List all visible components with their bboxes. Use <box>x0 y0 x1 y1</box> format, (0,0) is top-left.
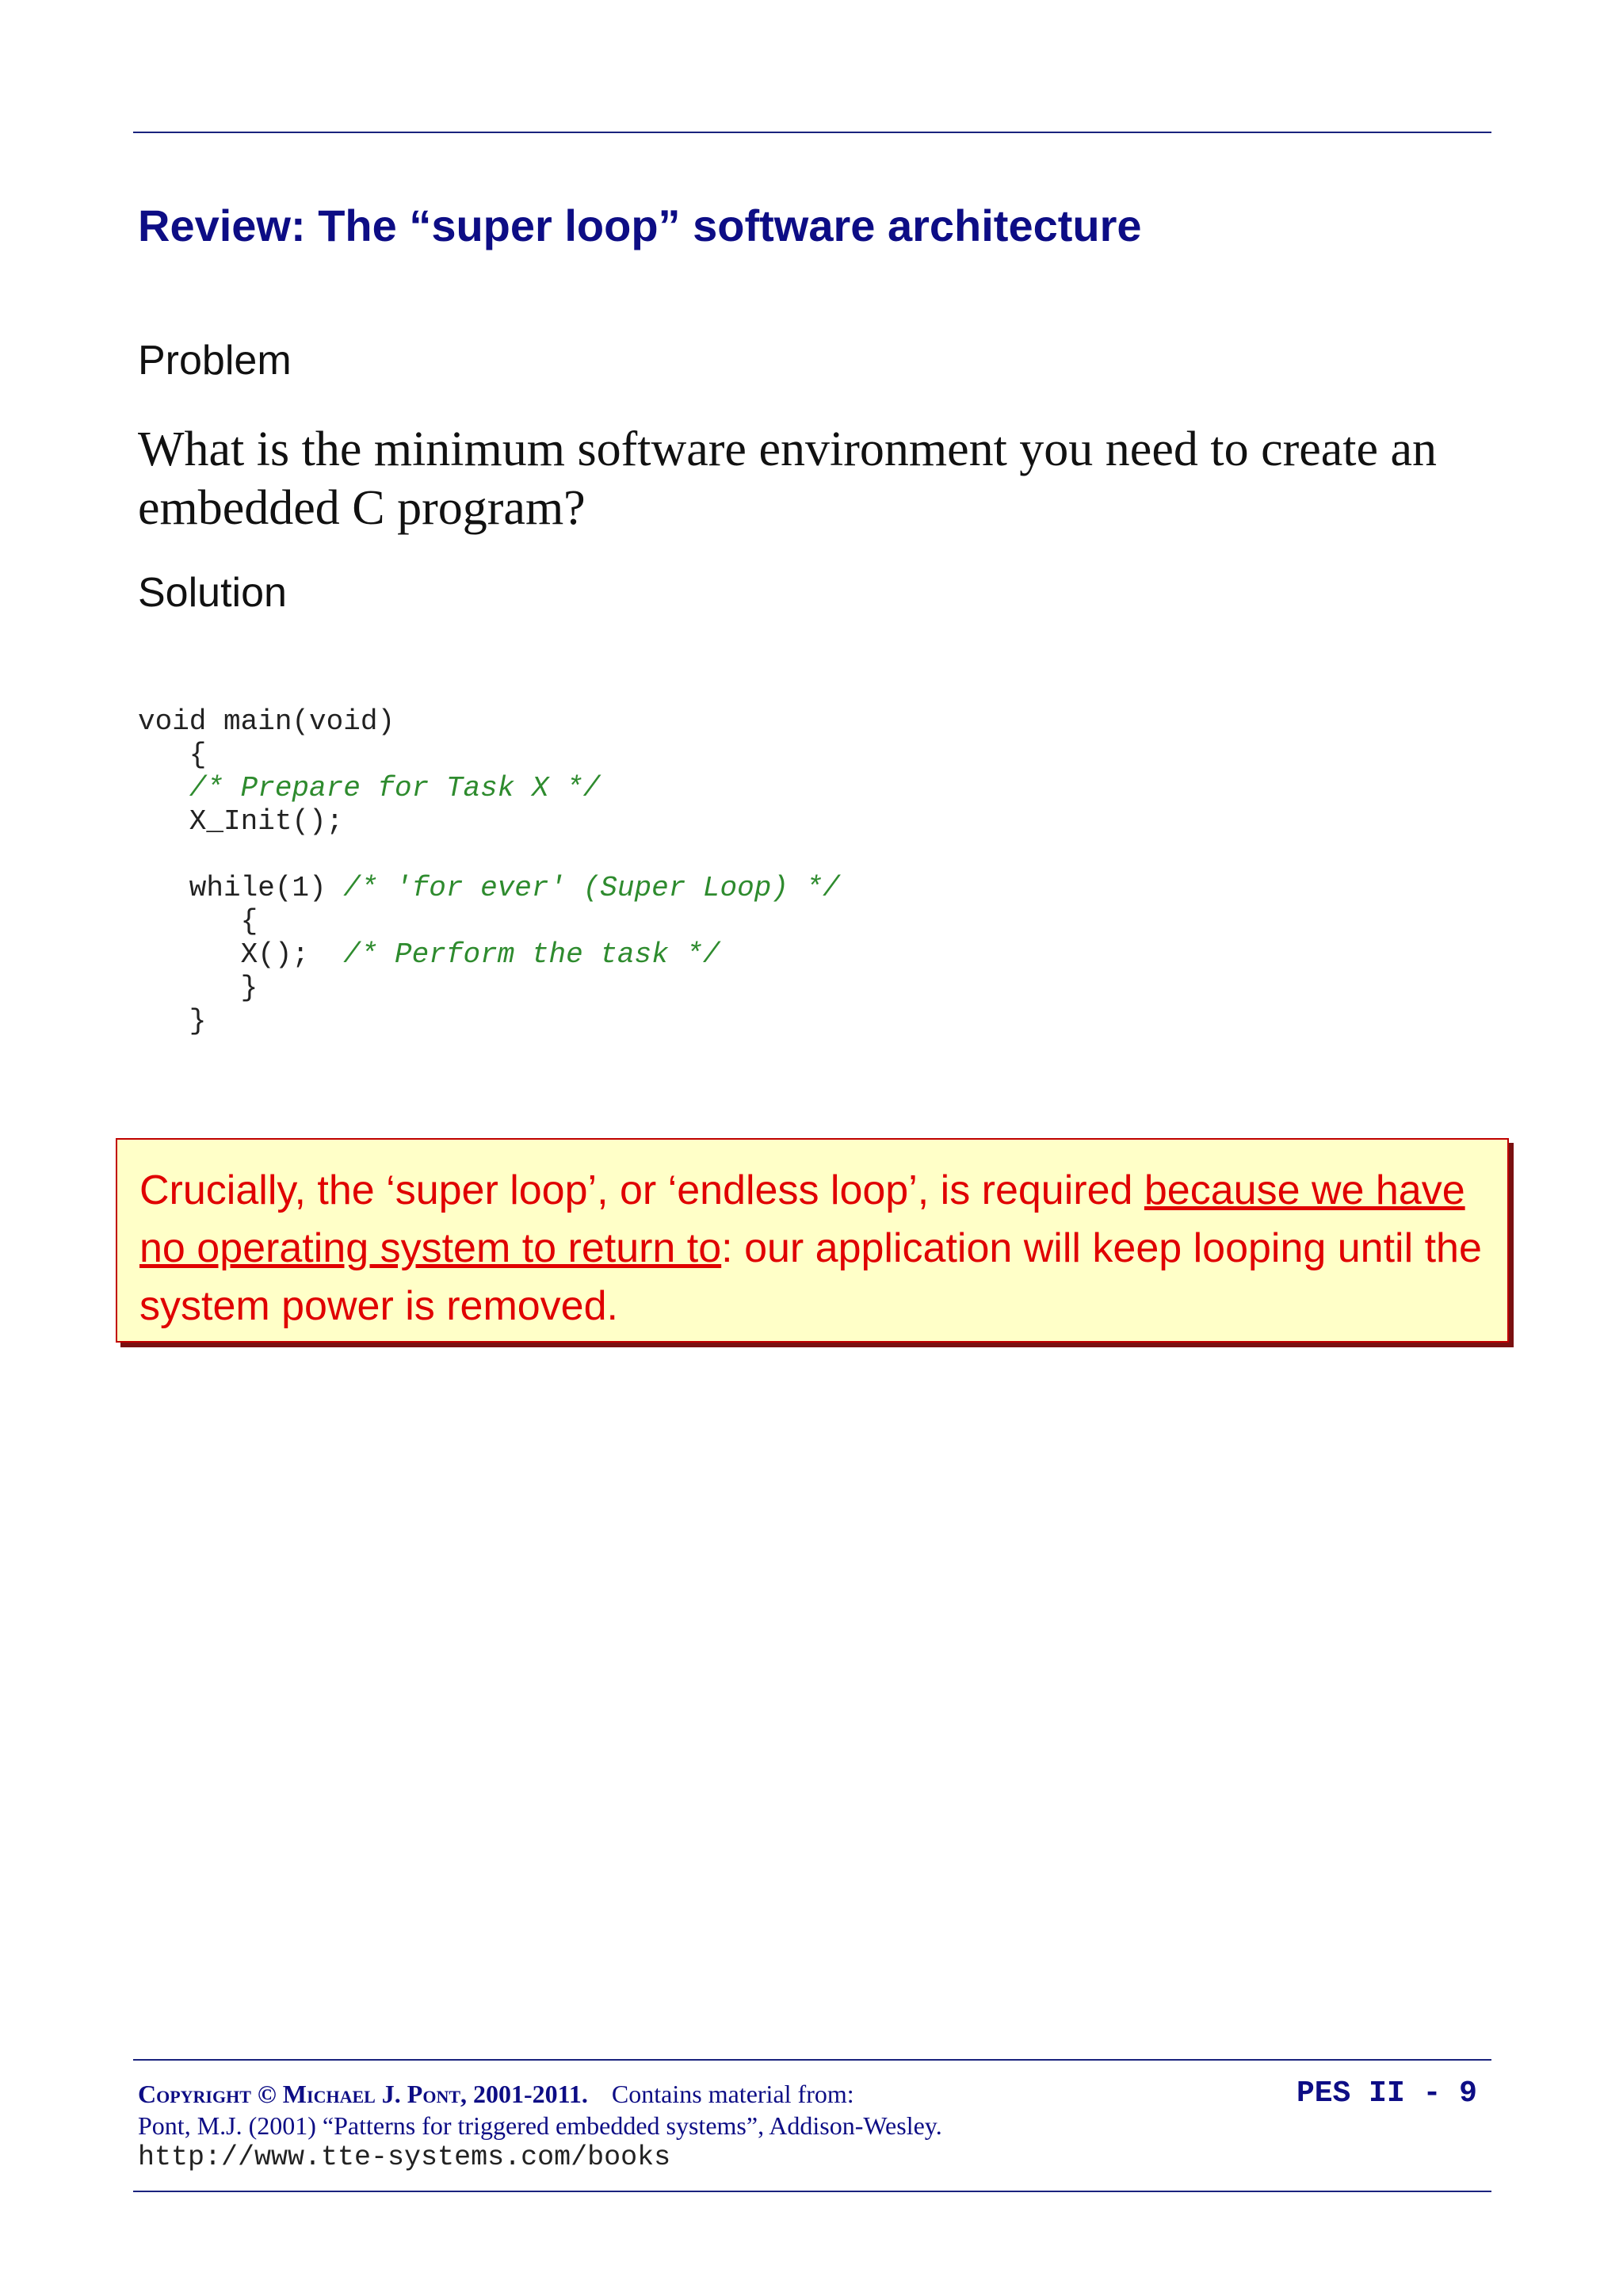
footer-line-1 <box>138 2078 1485 2110</box>
page-title: Review: The “super loop” software architecture <box>138 201 1142 250</box>
code-text: X_Init(); <box>138 805 344 838</box>
code-text: } <box>138 972 258 1004</box>
code-listing <box>138 705 840 1038</box>
callout-text-part1: Crucially, the ‘super loop’, or ‘endless loop’, is required <box>139 1167 1144 1213</box>
footer <box>138 2078 1485 2173</box>
solution-heading: Solution <box>138 570 287 616</box>
code-text: X(); <box>138 938 344 971</box>
code-comment: /* Perform the task */ <box>343 938 720 971</box>
code-text <box>138 772 189 804</box>
problem-heading: Problem <box>138 338 292 384</box>
code-line <box>138 705 840 739</box>
code-line <box>138 1005 840 1038</box>
code-text: { <box>138 739 207 771</box>
callout-box <box>116 1138 1509 1343</box>
code-line <box>138 905 840 938</box>
top-rule <box>133 132 1491 133</box>
code-text: { <box>138 905 258 938</box>
code-line <box>138 772 840 805</box>
code-line <box>138 805 840 839</box>
code-text: while(1) <box>138 872 344 904</box>
code-text: void main(void) <box>138 705 395 738</box>
code-line <box>138 872 840 905</box>
code-text: } <box>138 1005 207 1037</box>
code-comment: /* 'for ever' (Super Loop) */ <box>343 872 840 904</box>
footer-url[interactable]: http://www.tte-systems.com/books <box>138 2141 671 2173</box>
page-number: PES II - 9 <box>1296 2076 1477 2111</box>
footer-citation: Pont, M.J. (2001) “Patterns for triggered embedded systems”, Addison-Wesley. <box>138 2111 942 2140</box>
code-comment: /* Prepare for Task X */ <box>189 772 601 804</box>
code-line <box>138 972 840 1005</box>
code-line <box>138 839 840 872</box>
footer-top-rule <box>133 2059 1491 2061</box>
callout-text <box>139 1162 1485 1335</box>
problem-question: What is the minimum software environment you need to create an embedded C program? <box>138 422 1438 535</box>
code-line <box>138 938 840 972</box>
code-line <box>138 739 840 772</box>
footer-copyright: Copyright © Michael J. Pont, 2001-2011. <box>138 2080 588 2108</box>
callout-text-underlined: because we have no operating system to return to <box>139 1167 1465 1271</box>
callout-text-part2: : our application will keep looping until the system power is removed. <box>139 1225 1482 1329</box>
footer-bottom-rule <box>133 2191 1491 2192</box>
footer-contains: Contains material from: <box>611 2080 854 2108</box>
